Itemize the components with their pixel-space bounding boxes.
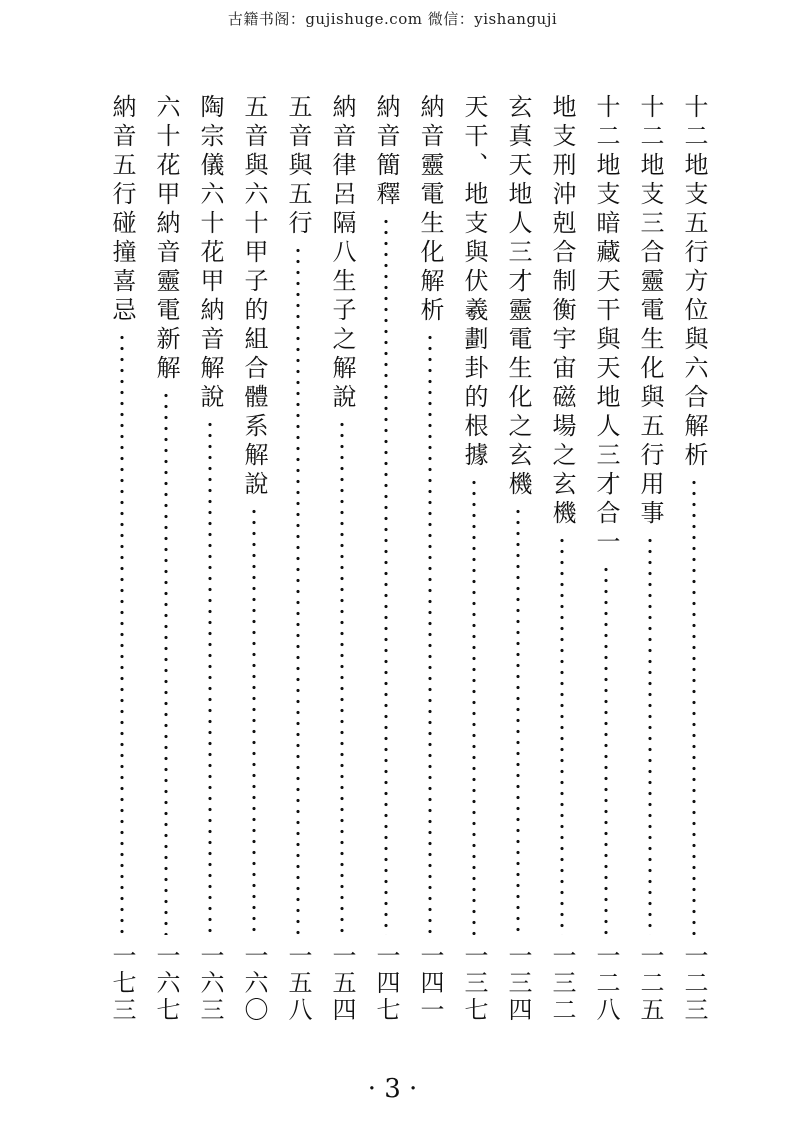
dot-leader	[296, 245, 300, 935]
dot-leader	[692, 477, 696, 935]
toc-entry-5	[498, 94, 538, 1024]
toc-entry-title: 納音靈電生化解析	[416, 94, 444, 326]
dot-leader	[648, 535, 652, 935]
page-number: · 3 ·	[367, 1074, 418, 1104]
toc-entry-title: 六十花甲納音靈電新解	[152, 94, 180, 384]
dot-leader	[604, 564, 608, 935]
toc-entry-page: 一二八	[592, 943, 620, 1024]
toc-entry-title: 天干、地支與伏羲劃卦的根據	[460, 94, 488, 471]
toc-entry-title: 陶宗儀六十花甲納音解說	[196, 94, 224, 413]
toc-entry-title: 五音與六十甲子的組合體系解說	[240, 94, 268, 500]
dot-leader	[384, 216, 388, 935]
toc-entry-page: 一四七	[372, 943, 400, 1024]
toc-entry-2	[630, 94, 670, 1024]
watermark-header: 古籍书阁：gujishuge.com 微信：yishanguji	[227, 10, 558, 28]
toc-entry-12	[190, 94, 230, 1024]
toc-entry-title: 納音律呂隔八生子之解說	[328, 94, 356, 413]
toc-entry-title: 納音簡釋	[372, 94, 400, 210]
toc-entry-page: 一二五	[636, 943, 664, 1024]
toc-entry-8	[366, 94, 406, 1024]
toc-entry-title: 十二地支五行方位與六合解析	[680, 94, 708, 471]
toc-entry-page: 一三二	[548, 943, 576, 1024]
toc-entry-13	[146, 94, 186, 1024]
dot-leader	[208, 419, 212, 935]
toc-entry-page: 一六七	[152, 943, 180, 1024]
dot-leader	[252, 506, 256, 935]
toc-entry-3	[586, 94, 626, 1024]
toc-entry-title: 納音五行碰撞喜忌	[108, 94, 136, 326]
toc-entry-title: 十二地支三合靈電生化與五行用事	[636, 94, 664, 529]
toc-entry-9	[322, 94, 362, 1024]
dot-leader	[428, 332, 432, 935]
toc-entry-11	[234, 94, 274, 1024]
dot-leader	[340, 419, 344, 935]
dot-leader	[472, 477, 476, 935]
toc-entry-page: 一六〇	[240, 943, 268, 1024]
table-of-contents	[100, 94, 720, 1034]
dot-leader	[516, 506, 520, 935]
dot-leader	[120, 332, 124, 935]
toc-entry-14	[102, 94, 142, 1024]
toc-entry-page: 一五四	[328, 943, 356, 1024]
toc-entry-page: 一七三	[108, 943, 136, 1024]
dot-leader	[560, 535, 564, 935]
toc-entry-page: 一三四	[504, 943, 532, 1024]
toc-entry-1	[674, 94, 714, 1024]
toc-entry-page: 一五八	[284, 943, 312, 1024]
toc-entry-title: 十二地支暗藏天干與天地人三才合一	[592, 94, 620, 558]
dot-leader	[164, 390, 168, 935]
toc-entry-7	[410, 94, 450, 1024]
toc-entry-title: 玄真天地人三才靈電生化之玄機	[504, 94, 532, 500]
toc-entry-page: 一四一	[416, 943, 444, 1024]
toc-entry-6	[454, 94, 494, 1024]
toc-entry-10	[278, 94, 318, 1024]
toc-entry-page: 一二三	[680, 943, 708, 1024]
toc-entry-title: 五音與五行	[284, 94, 312, 239]
toc-entry-4	[542, 94, 582, 1024]
toc-entry-title: 地支刑沖剋合制衡宇宙磁場之玄機	[548, 94, 576, 529]
toc-entry-page: 一三七	[460, 943, 488, 1024]
toc-entry-page: 一六三	[196, 943, 224, 1024]
